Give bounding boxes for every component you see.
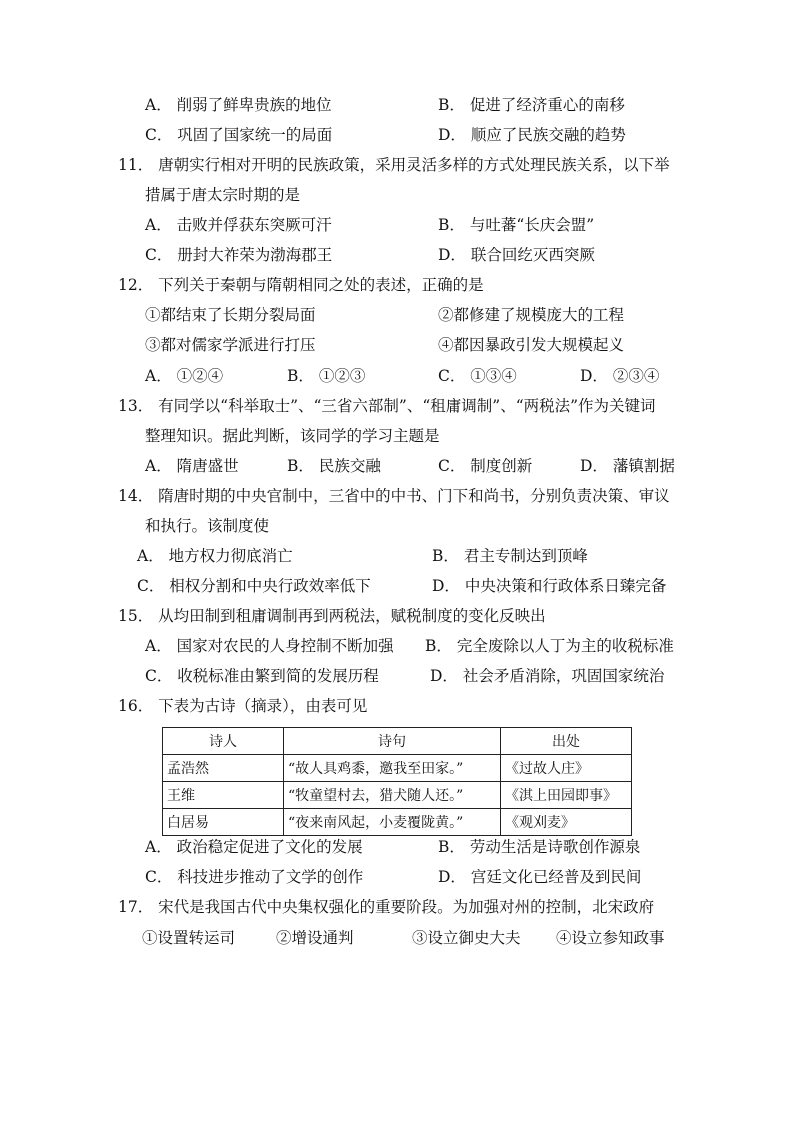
q12-option-c: C． ①③④ <box>438 367 517 385</box>
verse-cell: “牧童望村去，猎犬随人还。” <box>284 782 501 809</box>
q10-option-a: A． 削弱了鲜卑贵族的地位 <box>145 96 332 114</box>
table-row <box>163 782 632 809</box>
poet-cell: 孟浩然 <box>163 755 284 782</box>
q11-option-a: A． 击败并俘获东突厥可汗 <box>145 216 332 234</box>
q15-option-d: D． 社会矛盾消除，巩固国家统治 <box>430 667 665 685</box>
q17-statement-1: ①设置转运司 <box>142 929 236 947</box>
q13-option-d: D． 藩镇割据 <box>580 457 675 475</box>
q17-statement-4: ④设立参知政事 <box>556 929 665 947</box>
q16-option-c: C． 科技进步推动了文学的创作 <box>145 868 364 886</box>
q11-stem-line2: 措属于唐太宗时期的是 <box>145 186 301 204</box>
q13-stem-line2: 整理知识。据此判断，该同学的学习主题是 <box>145 427 440 445</box>
source-cell: 《观刈麦》 <box>501 809 632 836</box>
q11-option-c: C． 册封大祚荣为渤海郡王 <box>145 246 333 264</box>
q17-statement-3: ③设立御史大夫 <box>412 929 521 947</box>
q14-option-c: C． 相权分割和中央行政效率低下 <box>137 577 371 595</box>
q11-stem-line1: 11． 唐朝实行相对开明的民族政策，采用灵活多样的方式处理民族关系，以下举 <box>118 156 670 174</box>
q16-option-d: D． 宫廷文化已经普及到民间 <box>438 868 642 886</box>
q13-stem-line1: 13． 有同学以“科举取士”、“三省六部制”、“租庸调制”、“两税法”作为关键词 <box>118 397 656 415</box>
q12-statement-1: ①都结束了长期分裂局面 <box>145 306 316 324</box>
table-row <box>163 755 632 782</box>
q17-stem: 17． 宋代是我国古代中央集权强化的重要阶段。为加强对州的控制，北宋政府 <box>118 898 655 916</box>
q14-option-b: B． 君主专制达到顶峰 <box>432 547 588 565</box>
q10-option-b: B． 促进了经济重心的南移 <box>438 96 625 114</box>
poem-table-header: 诗人 <box>163 728 284 755</box>
poem-table-header: 诗句 <box>284 728 501 755</box>
q12-option-a: A． ①②④ <box>145 367 224 385</box>
poem-table <box>162 727 632 836</box>
q16-option-a: A． 政治稳定促进了文化的发展 <box>145 838 363 856</box>
q11-option-b: B． 与吐蕃“长庆会盟” <box>438 216 595 234</box>
poem-table-header-row <box>163 728 632 755</box>
poet-cell: 白居易 <box>163 809 284 836</box>
q13-option-b: B． 民族交融 <box>287 457 381 475</box>
q12-option-b: B． ①②③ <box>287 367 366 385</box>
q12-stem: 12． 下列关于秦朝与隋朝相同之处的表述，正确的是 <box>118 276 484 294</box>
q13-option-a: A． 隋唐盛世 <box>145 457 239 475</box>
q14-stem-line1: 14． 隋唐时期的中央官制中，三省中的中书、门下和尚书，分别负责决策、审议 <box>118 487 670 505</box>
poem-table-header: 出处 <box>501 728 632 755</box>
poet-cell: 王维 <box>163 782 284 809</box>
q13-option-c: C． 制度创新 <box>438 457 533 475</box>
q12-statement-4: ④都因暴政引发大规模起义 <box>438 336 625 354</box>
q14-option-d: D． 中央决策和行政体系日臻完备 <box>432 577 667 595</box>
q10-option-d: D． 顺应了民族交融的趋势 <box>438 126 626 144</box>
q10-option-c: C． 巩固了国家统一的局面 <box>145 126 333 144</box>
table-row <box>163 809 632 836</box>
verse-cell: “故人具鸡黍，邀我至田家。” <box>284 755 501 782</box>
source-cell: 《淇上田园即事》 <box>501 782 632 809</box>
q15-option-c: C． 收税标准由繁到简的发展历程 <box>145 667 379 685</box>
q12-statement-3: ③都对儒家学派进行打压 <box>145 336 316 354</box>
q11-option-d: D． 联合回纥灭西突厥 <box>438 246 595 264</box>
q12-statement-2: ②都修建了规模庞大的工程 <box>438 306 625 324</box>
q17-statement-2: ②增设通判 <box>276 929 354 947</box>
q15-stem: 15． 从均田制到租庸调制再到两税法，赋税制度的变化反映出 <box>118 607 546 625</box>
q15-option-a: A． 国家对农民的人身控制不断加强 <box>145 637 394 655</box>
q16-stem: 16． 下表为古诗（摘录），由表可见 <box>118 697 368 715</box>
q14-option-a: A． 地方权力彻底消亡 <box>137 547 293 565</box>
q15-option-b: B． 完全废除以人丁为主的收税标准 <box>425 637 674 655</box>
q16-option-b: B． 劳动生活是诗歌创作源泉 <box>438 838 641 856</box>
verse-cell: “夜来南风起，小麦覆陇黄。” <box>284 809 501 836</box>
q12-option-d: D． ②③④ <box>580 367 660 385</box>
source-cell: 《过故人庄》 <box>501 755 632 782</box>
q14-stem-line2: 和执行。该制度使 <box>145 517 270 535</box>
